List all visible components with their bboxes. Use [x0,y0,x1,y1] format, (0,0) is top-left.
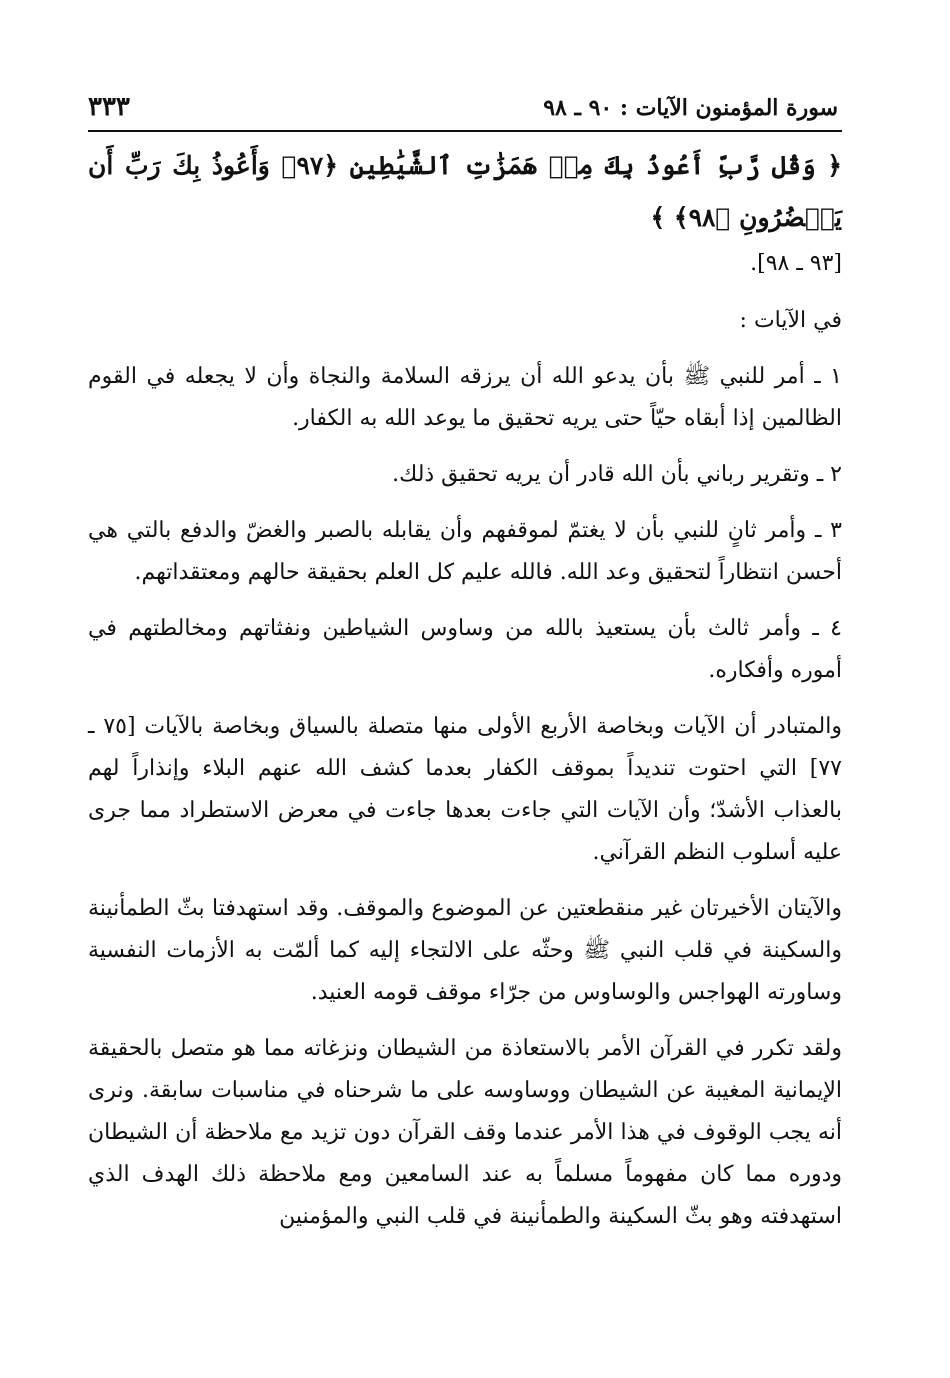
running-header [88,92,842,132]
verse-text: ﴿ وَقُل رَّبِّ أَعُوذُ بِكَ مِنۡ هَمَزَٰتِ ٱلشَّيَٰطِينِ ﴿٩٧﴾ وَأَعُوذُ بِكَ رَبِّ أَن يَحۡضُرُونِ ﴿٩٨﴾ ﴾ [88,151,842,232]
point-4-paragraph: ٤ ـ وأمر ثالث بأن يستعيذ بالله من وساوس الشياطين ونفثاتهم ومخالطتهم في أموره وأفكاره. [88,616,842,683]
book-page [88,92,842,1238]
point-1-paragraph: ١ ـ أمر للنبي ﷺ بأن يدعو الله أن يرزقه السلامة والنجاة وأن لا يجعله في القوم الظالمين إذا أبقاه حيّاً حتى يريه تحقيق ما يوعد الله به الكفار. [88,364,842,431]
section-intro: في الآيات : [739,308,842,333]
commentary-paragraph-3: ولقد تكرر في القرآن الأمر بالاستعاذة من الشيطان ونزغاته مما هو متصل بالحقيقة الإيمانية المغيبة عن الشيطان ووساوسه على ما شرحناه في مناسبات سابقة. ونرى أنه يجب الوقوف في هذا الأمر عندما وقف القرآن دون تزيد مع ملاحظة أن الشيطان ودوره مما كان مفهوماً مسلماً به عند السامعين ومع ملاحظة ذلك الهدف الذي استهدفته وهو بثّ السكينة والطمأنينة في قلب النبي والمؤمنين [88,1036,842,1229]
header-title: سورة المؤمنون الآيات : ٩٠ ـ ٩٨ [543,95,838,121]
page-number: ٣٣٣ [88,92,130,122]
point-3-paragraph: ٣ ـ وأمر ثانٍ للنبي بأن لا يغتمّ لموقفهم وأن يقابله بالصبر والغضّ والدفع بالتي هي أحسن انتظاراً لتحقيق وعد الله. فالله عليم كل العلم بحقيقة حالهم ومعتقداتهم. [88,518,842,585]
verse-reference: [٩٣ ـ ٩٨]. [750,251,842,276]
point-2-paragraph: ٢ ـ وتقرير رباني بأن الله قادر أن يريه تحقيق ذلك. [392,462,842,487]
commentary-paragraph-2: والآيتان الأخيرتان غير منقطعتين عن الموضوع والموقف. وقد استهدفتا بثّ الطمأنينة والسكينة في قلب النبي ﷺ وحثّه على الالتجاء إليه كما ألمّت به الأزمات النفسية وساورته الهواجس والوساوس من جرّاء موقف قومه العنيد. [88,896,843,1005]
quran-verse [88,140,842,284]
commentary-paragraph-1: والمتبادر أن الآيات وبخاصة الأربع الأولى منها متصلة بالسياق وبخاصة بالآيات [٧٥ ـ ٧٧] التي احتوت تنديداً بموقف الكفار بعدما كشف الله عنهم البلاء وإنذاراً لهم بالعذاب الأشدّ؛ وأن الآيات التي جاءت بعدها جاءت في معرض الاستطراد مما جرى عليه أسلوب النظم القرآني. [88,714,842,865]
